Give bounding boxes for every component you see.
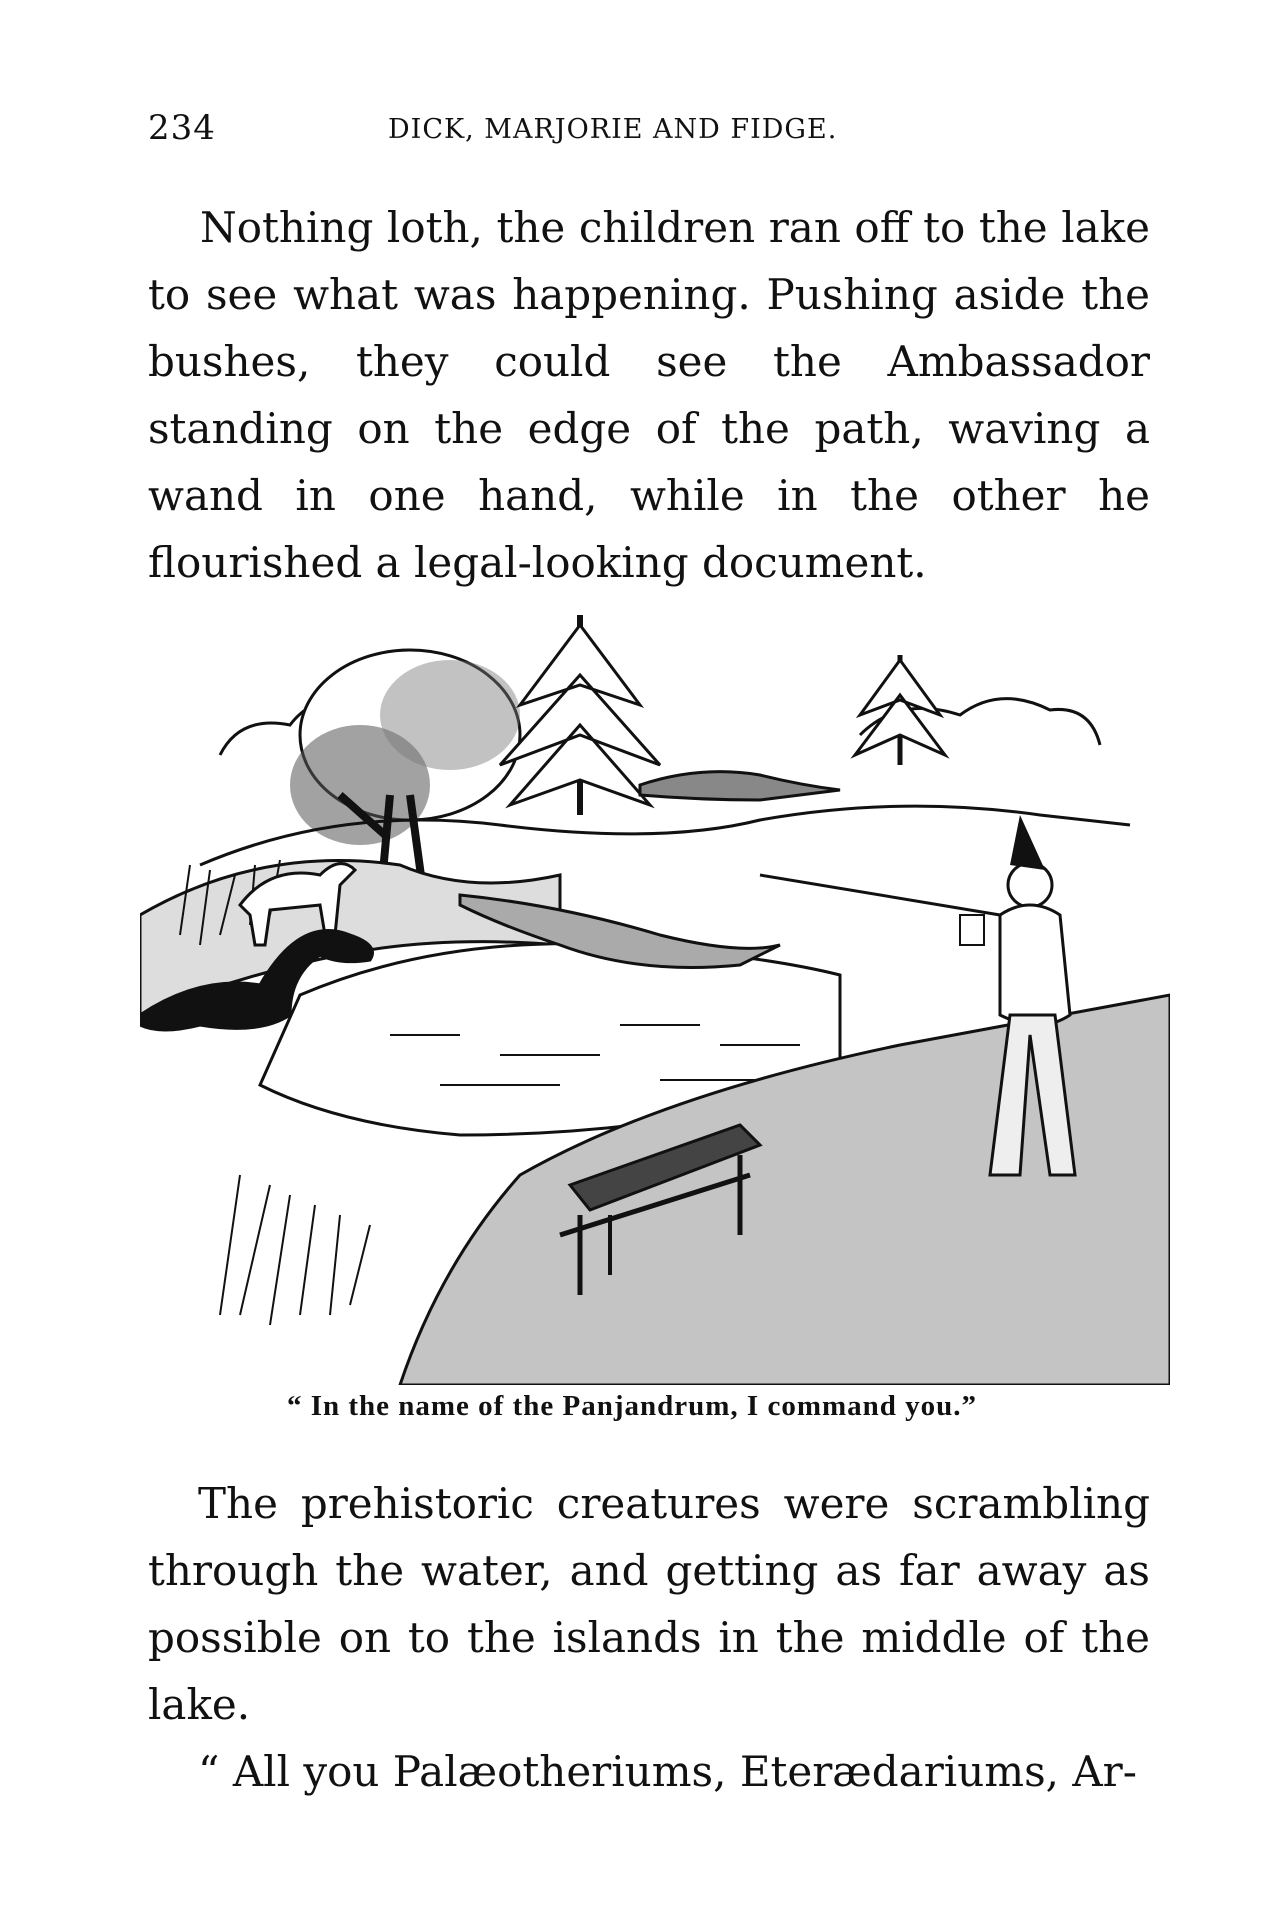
pine-tree-right [855, 655, 945, 765]
far-reptile [640, 772, 840, 800]
page-number: 234 [148, 108, 216, 148]
wand [760, 875, 1000, 915]
paragraph-3: “ All you Palæotheriums, Eterædariums, Ar- [198, 1747, 1137, 1796]
illustration-caption: “ In the name of the Panjandrum, I command you.” [286, 1390, 978, 1422]
reeds-foreground [220, 1175, 370, 1325]
paragraph-2: The prehistoric creatures were scrambling through the water, and getting as far away as possible on to the islands in the middle of the lake. [148, 1479, 1150, 1729]
running-head: DICK, MARJORIE AND FIDGE. [388, 114, 838, 145]
page-header [148, 108, 1148, 158]
illustration [140, 615, 1170, 1385]
legal-document [960, 915, 984, 945]
paragraph-1: Nothing loth, the children ran off to the lake to see what was happening. Pushing aside the bushes, they could see the Ambassador standing on the edge of the path, waving a wand in one hand, while in the other he flourished a legal-looking document. [148, 203, 1150, 587]
pine-tree-center [500, 615, 660, 815]
